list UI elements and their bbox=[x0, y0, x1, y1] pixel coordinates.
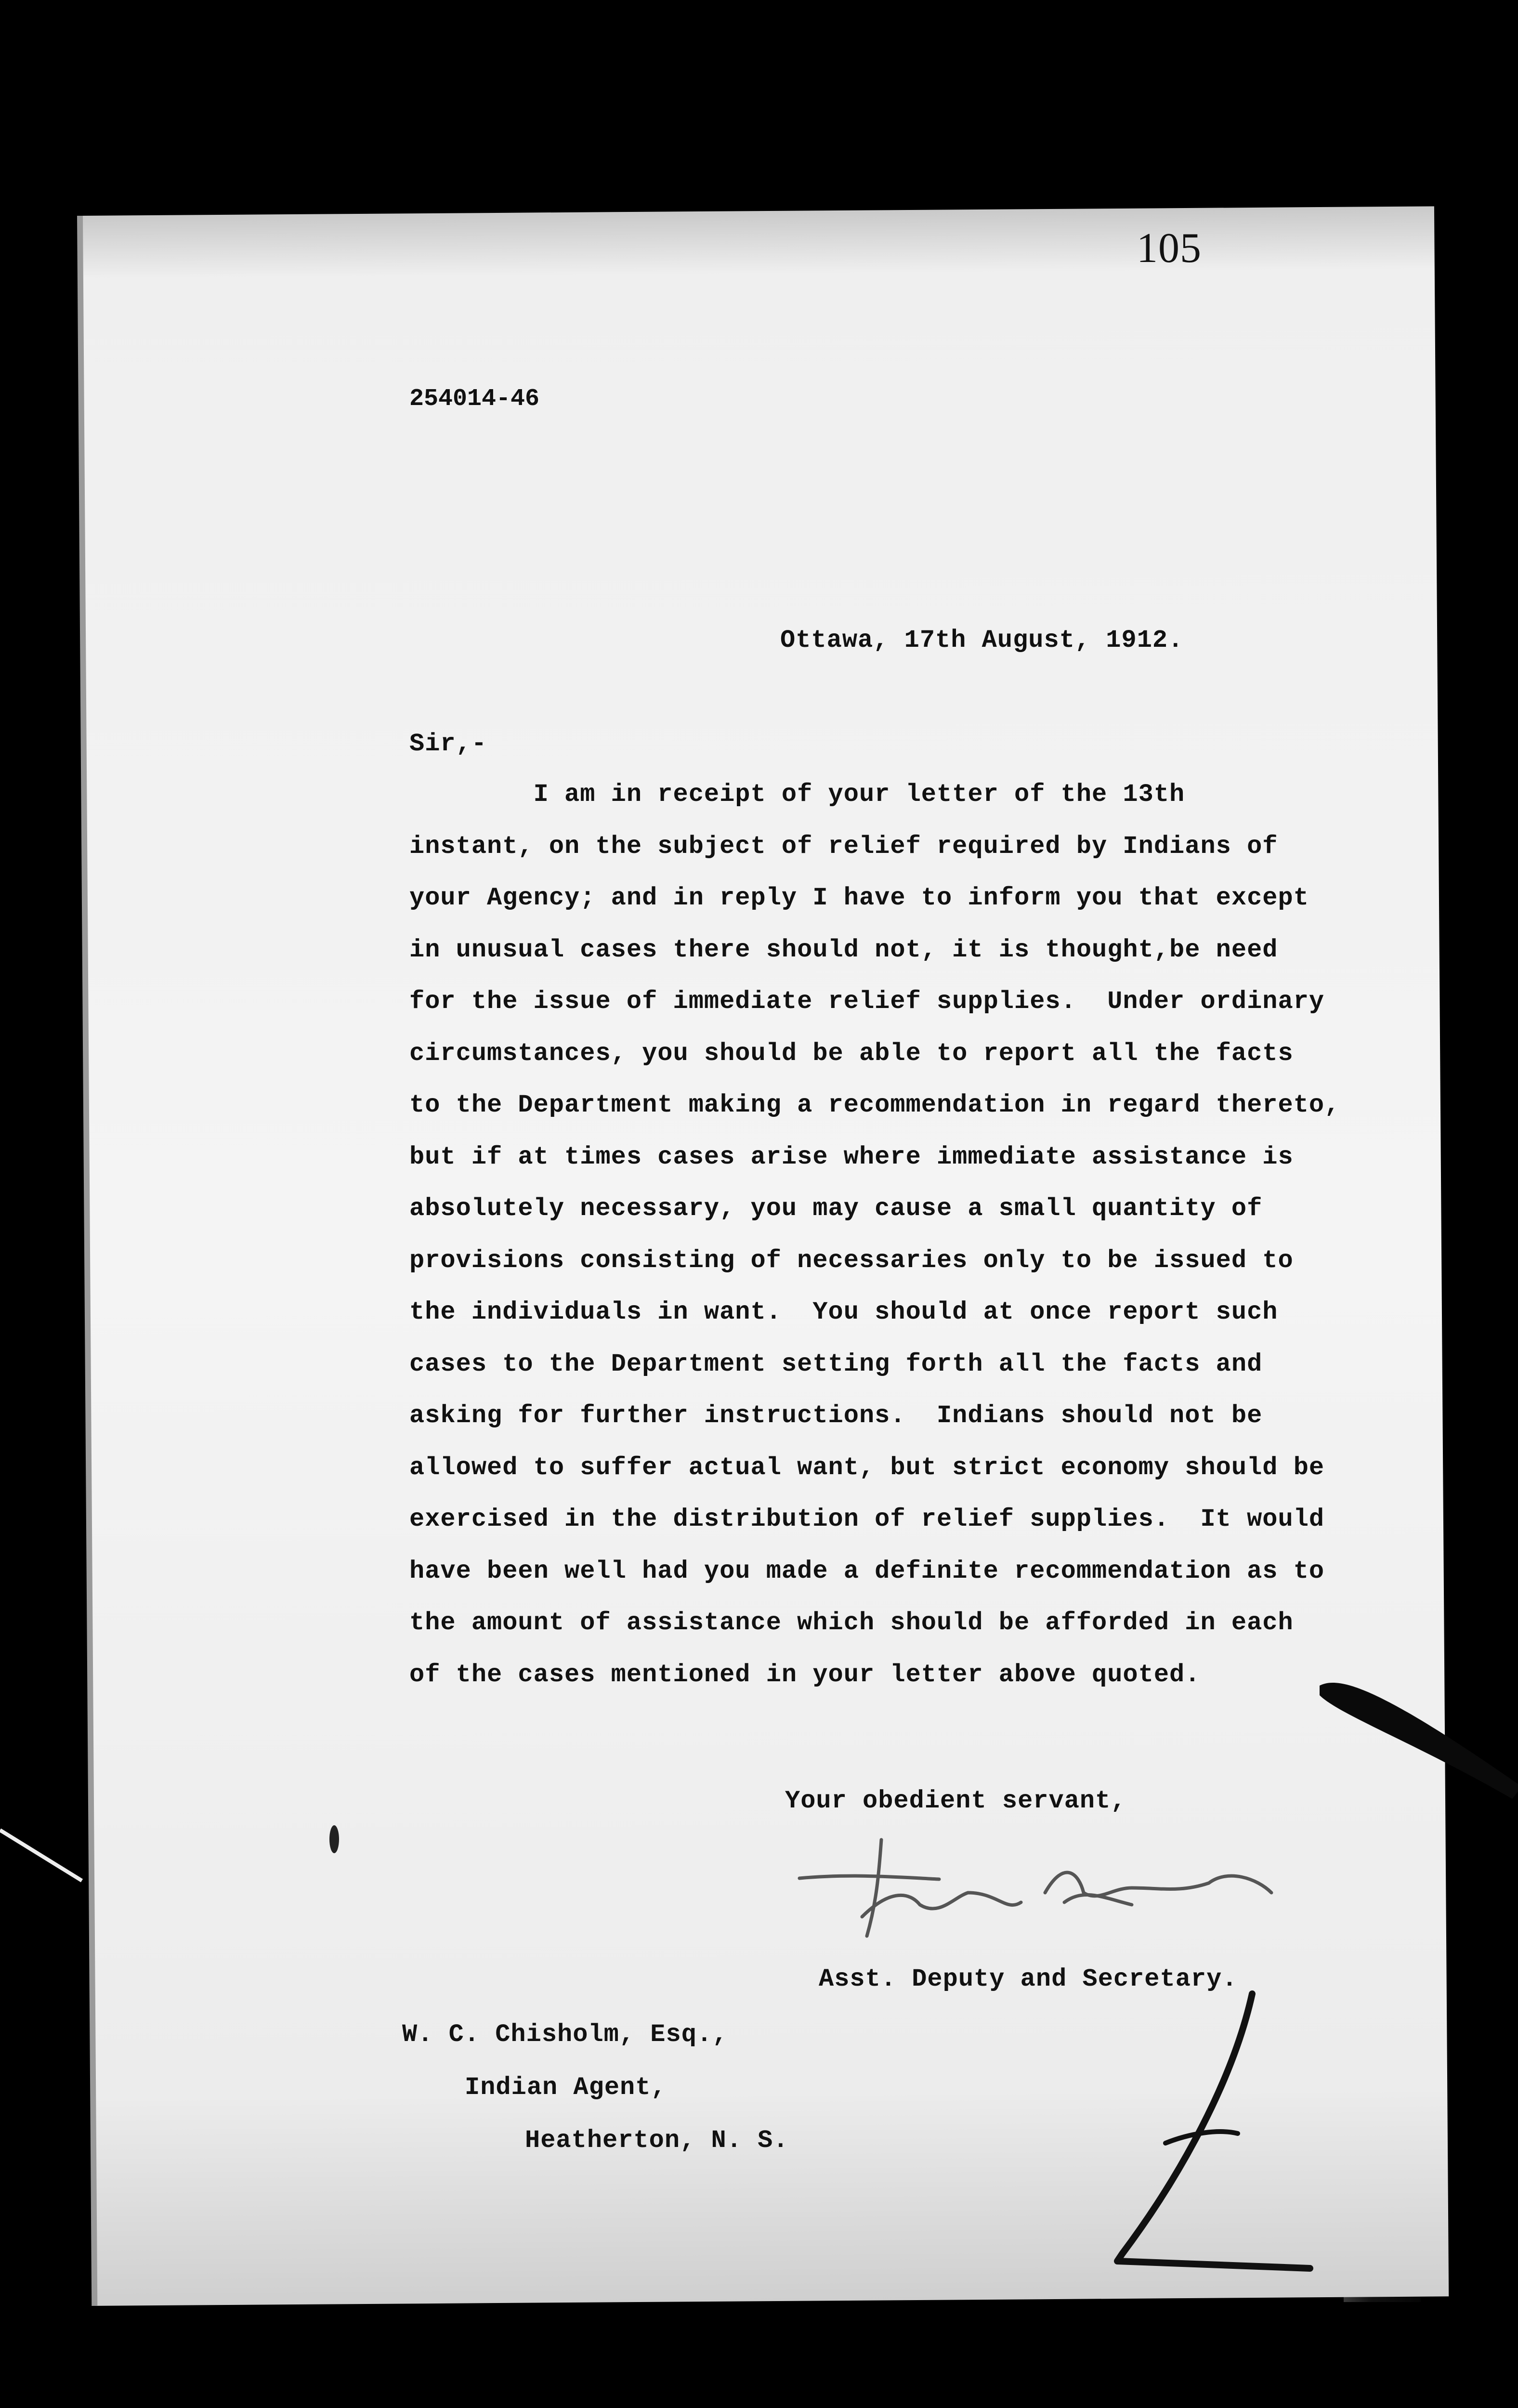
letter-body-line: absolutely necessary, you may cause a small quantity of bbox=[409, 1194, 1263, 1223]
handwritten-check-mark bbox=[1108, 1984, 1324, 2273]
letter-body-line: have been well had you made a definite recommendation as to bbox=[409, 1557, 1325, 1585]
letter-body-line: the individuals in want. You should at once report such bbox=[409, 1298, 1278, 1326]
ink-smudge bbox=[329, 1825, 339, 1853]
recipient-position: Indian Agent, bbox=[465, 2073, 667, 2102]
letter-body-line: circumstances, you should be able to report all the facts bbox=[409, 1039, 1294, 1068]
date-line: Ottawa, 17th August, 1912. bbox=[780, 626, 1184, 654]
handwritten-signature bbox=[795, 1820, 1286, 1955]
letter-body-line: asking for further instructions. Indians should not be bbox=[409, 1401, 1263, 1430]
letter-body-line: your Agency; and in reply I have to inform you that except bbox=[409, 884, 1309, 912]
closing: Your obedient servant, bbox=[785, 1787, 1126, 1815]
edge-mark bbox=[0, 1820, 87, 1883]
letter-body-line: for the issue of immediate relief supplies. Under ordinary bbox=[409, 987, 1325, 1016]
letter-body-line: the amount of assistance which should be afforded in each bbox=[409, 1609, 1294, 1637]
letter-body-line: allowed to suffer actual want, but strict economy should be bbox=[409, 1453, 1325, 1482]
file-reference: 254014-46 bbox=[409, 385, 540, 413]
recipient-location: Heatherton, N. S. bbox=[525, 2126, 789, 2155]
signatory-title: Asst. Deputy and Secretary. bbox=[819, 1965, 1238, 1993]
letter-body-line: I am in receipt of your letter of the 13th bbox=[409, 780, 1185, 809]
letter-body-line: in unusual cases there should not, it is thought,be need bbox=[409, 935, 1278, 964]
letter-body-line: but if at times cases arise where immediate assistance is bbox=[409, 1142, 1294, 1171]
letter-body-line: to the Department making a recommendation in regard thereto, bbox=[409, 1091, 1340, 1119]
letter-body-line: provisions consisting of necessaries only to be issued to bbox=[409, 1246, 1294, 1275]
salutation: Sir,- bbox=[409, 730, 487, 758]
page-number: 105 bbox=[1137, 225, 1202, 272]
letter-body-line: of the cases mentioned in your letter above quoted. bbox=[409, 1660, 1201, 1689]
letter-body-line: cases to the Department setting forth all the facts and bbox=[409, 1349, 1263, 1378]
recipient-name: W. C. Chisholm, Esq., bbox=[402, 2020, 728, 2049]
letter-body-line: exercised in the distribution of relief supplies. It would bbox=[409, 1505, 1325, 1533]
pen-tip-shadow bbox=[1320, 1676, 1518, 1801]
letter-body-line: instant, on the subject of relief required by Indians of bbox=[409, 832, 1278, 861]
